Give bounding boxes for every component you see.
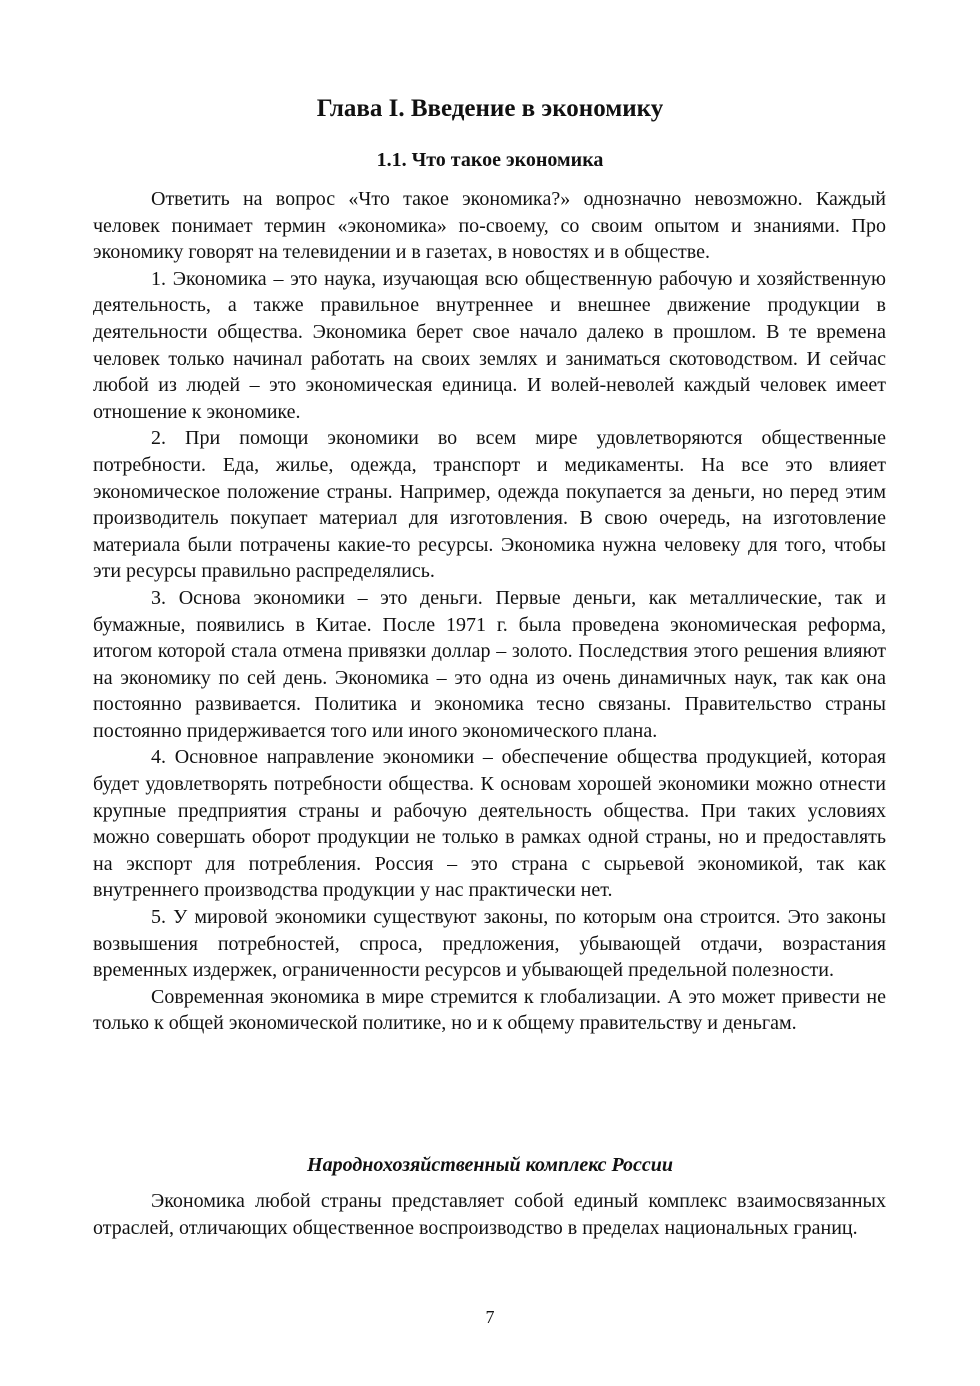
- paragraph-2: 2. При помощи экономики во всем мире удовлетворяются общественные потребности. Еда, жилье, одежда, транспорт и медикаменты. На все это влияет экономическое положение страны. Например, одежда покупается за деньги, но перед этим производитель покупает материал для изготовления. В свою очередь, на изготовление материала были потрачены какие-то ресурсы. Экономика нужна человеку для того, чтобы эти ресурсы правильно распределялись.: [93, 427, 886, 583]
- paragraph-4: 4. Основное направление экономики – обеспечение общества продукцией, которая будет удовлетворять потребности общества. К основам хорошей экономики можно отнести крупные предприятия страны и рабочую деятельность общества. При таких условиях можно совершать оборот продукции не только в рамках одной страны, но и предоставлять на экспорт для потребления. Россия – это страна с сырьевой экономикой, так как внутреннего производства продукции у нас практически нет.: [93, 746, 886, 902]
- page-number: 7: [485, 1307, 495, 1327]
- paragraph-final: Экономика любой страны представляет собой единый комплекс взаимосвязанных отраслей, отличающих общественное воспроизводство в пределах национальных границ.: [93, 1190, 886, 1239]
- paragraph-intro: Ответить на вопрос «Что такое экономика?» однозначно невозможно. Каждый человек понимает термин «экономика» по-своему, со своим опытом и знаниями. Про экономику говорят на телевидении и в газетах, в новостях и в обществе.: [93, 188, 886, 264]
- chapter-title: Глава I. Введение в экономику: [316, 95, 664, 122]
- paragraph-1: 1. Экономика – это наука, изучающая всю общественную рабочую и хозяйственную деятельность, а также правильное внутреннее и внешнее движение продукции в деятельности общества. Экономика берет свое начало далеко в прошлом. В те времена человек только начинал работать на своих землях и заниматься скотоводством. И сейчас любой из людей – это экономическая единица. И волей-неволей каждый человек имеет отношение к экономике.: [93, 267, 886, 423]
- main-text: [93, 186, 886, 1037]
- paragraph-3: 3. Основа экономики – это деньги. Первые деньги, как металлические, так и бумажные, появились в Китае. После 1971 г. была проведена экономическая реформа, итогом которой стала отмена привязки доллар – золото. Последствия этого решения влияют на экономику по сей день. Экономика – это одна из очень динамичных наук, так как она постоянно развивается. Политика и экономика тесно связаны. Правительство страны постоянно придерживается того или иного экономического плана.: [93, 586, 886, 742]
- paragraph-globalization: Современная экономика в мире стремится к глобализации. А это может привести не только к общей экономической политике, но и к общему правительству и деньгам.: [93, 985, 886, 1035]
- section-title: 1.1. Что такое экономика: [376, 149, 604, 171]
- final-text: [93, 1188, 886, 1241]
- subheading: Народнохозяйственный комплекс России: [307, 1154, 673, 1176]
- paragraph-5: 5. У мировой экономики существуют законы, по которым она строится. Это законы возвышения потребностей, спроса, предложения, убывающей отдачи, возрастания временных издержек, ограниченности ресурсов и убывающей предельной полезности.: [93, 906, 886, 982]
